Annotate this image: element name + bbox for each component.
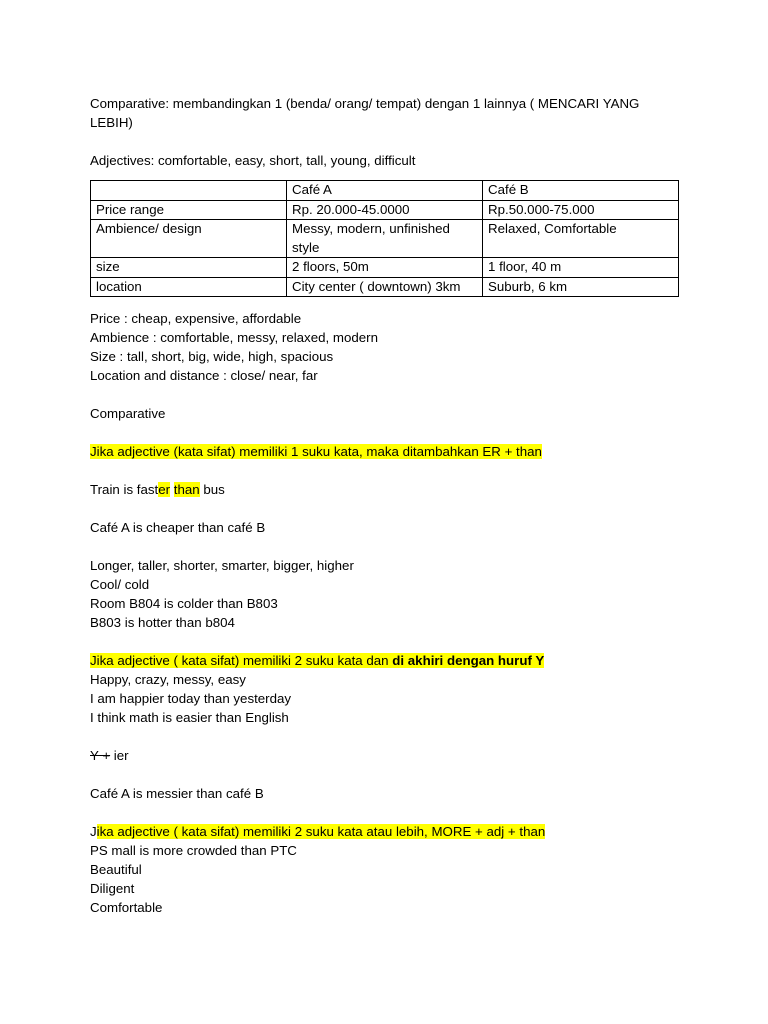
highlighted-rule-text — [90, 653, 544, 668]
train-tail: bus — [199, 482, 225, 497]
train-text: Train is fast — [90, 482, 159, 497]
table-row — [91, 258, 679, 278]
example-list-item: Diligent — [90, 881, 135, 896]
example-list-item: B803 is hotter than b804 — [90, 615, 235, 630]
adjectives-line: Adjectives: comfortable, easy, short, tall, young, difficult — [90, 153, 416, 168]
example-list-item: Beautiful — [90, 862, 142, 877]
spacer — [90, 461, 680, 480]
highlighted-rule-text: Jika adjective (kata sifat) memiliki 1 suku kata, maka ditambahkan ER + than — [90, 444, 542, 459]
ier-suffix: ier — [110, 748, 129, 763]
spacer — [90, 537, 680, 556]
vocab-price: Price : cheap, expensive, affordable — [90, 311, 302, 326]
spacer — [90, 132, 680, 151]
table-cell: Price range — [91, 200, 287, 220]
y-ier-rule — [90, 746, 680, 765]
table-cell: 1 floor, 40 m — [483, 258, 679, 278]
spacer — [90, 632, 680, 651]
table-cell: size — [91, 258, 287, 278]
spacer — [90, 803, 680, 822]
example-list-item: PS mall is more crowded than PTC — [90, 843, 297, 858]
rule-two-syllable-y — [90, 651, 680, 670]
table-cell: City center ( downtown) 3km — [287, 277, 483, 297]
spacer — [90, 423, 680, 442]
cafe-comparison-table — [90, 180, 679, 297]
rule-three-plain: J — [90, 824, 97, 839]
table-cell: Messy, modern, unfinished style — [287, 220, 483, 258]
spacer — [90, 385, 680, 404]
rule-more-than — [90, 822, 680, 841]
rule-two-bold: di akhiri dengan huruf Y — [392, 653, 545, 668]
example-train — [90, 480, 680, 499]
rule-two-normal: Jika adjective ( kata sifat) memiliki 2 suku kata dan — [90, 653, 393, 668]
spacer — [90, 499, 680, 518]
highlighted-than: than — [173, 482, 200, 497]
highlighted-er-suffix: er — [158, 482, 171, 497]
table-header-cell: Café B — [483, 181, 679, 201]
table-header-cell — [91, 181, 287, 201]
example-list-item: I think math is easier than English — [90, 710, 289, 725]
table-header-cell: Café A — [287, 181, 483, 201]
example-list-item: Longer, taller, shorter, smarter, bigger, higher — [90, 558, 354, 573]
table-cell: Relaxed, Comfortable — [483, 220, 679, 258]
vocab-ambience: Ambience : comfortable, messy, relaxed, modern — [90, 330, 378, 345]
intro-line-2: LEBIH) — [90, 115, 133, 130]
table-cell: Rp.50.000-75.000 — [483, 200, 679, 220]
table-row — [91, 200, 679, 220]
example-list-item: Comfortable — [90, 900, 163, 915]
example-list-item: Cool/ cold — [90, 577, 150, 592]
rule-one-syllable — [90, 442, 680, 461]
highlighted-rule-text: ika adjective ( kata sifat) memiliki 2 suku kata atau lebih, MORE + adj + than — [96, 824, 546, 839]
example-cafe-messier: Café A is messier than café B — [90, 786, 264, 801]
document-body — [90, 94, 680, 917]
table-cell: 2 floors, 50m — [287, 258, 483, 278]
example-list-item: Room B804 is colder than B803 — [90, 596, 278, 611]
table-cell: Suburb, 6 km — [483, 277, 679, 297]
spacer — [90, 765, 680, 784]
comparative-heading: Comparative — [90, 406, 166, 421]
example-cafe-cheaper: Café A is cheaper than café B — [90, 520, 266, 535]
struck-y-plus: Y + — [90, 748, 111, 763]
table-cell: Rp. 20.000-45.0000 — [287, 200, 483, 220]
table-row — [91, 277, 679, 297]
example-list-item: I am happier today than yesterday — [90, 691, 292, 706]
spacer — [90, 727, 680, 746]
table-cell: location — [91, 277, 287, 297]
table-row — [91, 220, 679, 258]
example-list-item: Happy, crazy, messy, easy — [90, 672, 246, 687]
vocab-location: Location and distance : close/ near, far — [90, 368, 318, 383]
intro-line-1: Comparative: membandingkan 1 (benda/ orang/ tempat) dengan 1 lainnya ( MENCARI YANG — [90, 96, 640, 111]
table-cell: Ambience/ design — [91, 220, 287, 258]
vocab-size: Size : tall, short, big, wide, high, spacious — [90, 349, 334, 364]
table-header-row — [91, 181, 679, 201]
